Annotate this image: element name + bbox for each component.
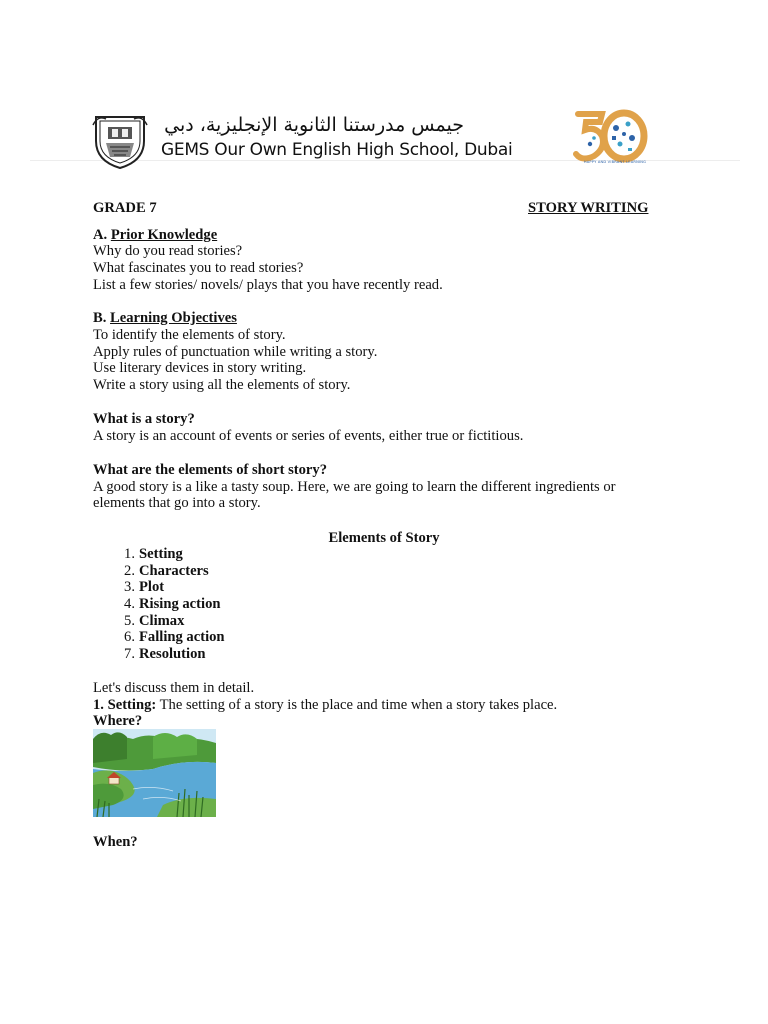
list-number: 3. [124, 579, 135, 596]
section-b-title: Learning Objectives [110, 310, 237, 326]
list-label: Rising action [139, 596, 221, 613]
when-label: When? [93, 834, 138, 850]
school-name-arabic: جيمس مدرستنا الثانوية الإنجليزية، دبي [164, 114, 464, 136]
list-label: Resolution [139, 646, 206, 663]
anniversary-number: 50 [592, 148, 593, 149]
list-label: Climax [139, 612, 185, 629]
list-label: Plot [139, 579, 165, 596]
subject-title: STORY WRITING [528, 200, 649, 216]
section-b-line: Use literary devices in story writing. [93, 360, 307, 376]
setting-text: The setting of a story is the place and time when a story takes place. [156, 697, 558, 713]
grade-label: GRADE 7 [93, 200, 157, 216]
school-name-english: GEMS Our Own English High School, Dubai [161, 140, 513, 160]
list-label: Setting [139, 546, 183, 562]
section-b-prefix: B. [93, 310, 111, 326]
discuss-intro: Let's discuss them in detail. [93, 680, 255, 696]
list-label: Falling action [139, 629, 225, 646]
what-is-story-answer: A story is an account of events or series of events, either true or fictitious. [93, 428, 524, 444]
setting-definition [93, 697, 557, 714]
elements-question: What are the elements of short story? [93, 462, 327, 478]
section-b-line: To identify the elements of story. [93, 327, 286, 343]
fifty-years-logo-icon [572, 108, 650, 166]
section-a-title: Prior Knowledge [110, 227, 218, 243]
section-b-line: Write a story using all the elements of story. [93, 377, 351, 393]
list-number: 4. [124, 596, 135, 613]
list-number: 5. [124, 612, 135, 629]
list-number: 7. [124, 646, 135, 663]
where-label: Where? [93, 713, 143, 729]
elements-answer-line: A good story is a like a tasty soup. Here, we are going to learn the different ingredients or [93, 479, 616, 495]
elements-title: Elements of Story [328, 530, 440, 546]
landscape-illustration [93, 729, 216, 817]
list-number: 1. [124, 546, 135, 562]
list-number: 2. [124, 562, 135, 579]
section-b-heading [93, 310, 237, 327]
section-a-line: Why do you read stories? [93, 243, 243, 259]
section-a-line: List a few stories/ novels/ plays that you have recently read. [93, 277, 443, 293]
section-b-line: Apply rules of punctuation while writing a story. [93, 344, 378, 360]
section-a-heading [93, 227, 217, 244]
anniversary-tagline: HAPPY AND VIBRANT LEARNING [583, 160, 647, 164]
list-label: Characters [139, 562, 209, 579]
what-is-story-question: What is a story? [93, 411, 195, 427]
elements-answer-line: elements that go into a story. [93, 495, 261, 511]
section-a-line: What fascinates you to read stories? [93, 260, 304, 276]
list-number: 6. [124, 629, 135, 646]
section-a-prefix: A. [93, 227, 111, 243]
setting-label: 1. Setting: [93, 697, 157, 713]
school-crest-icon [90, 111, 150, 171]
